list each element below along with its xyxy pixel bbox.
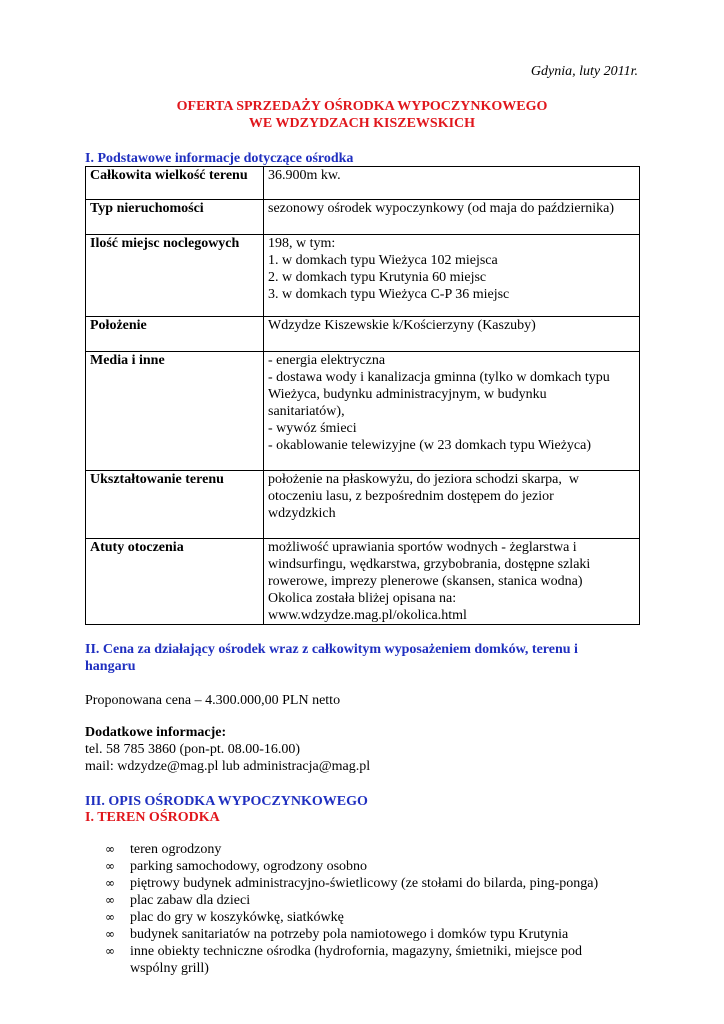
info-row-key: Atuty otoczenia — [86, 539, 264, 625]
info-row — [86, 235, 640, 317]
info-row-value-line: 2. w domkach typu Krutynia 60 miejsc — [268, 270, 487, 285]
info-row — [86, 167, 640, 200]
phone-text: tel. 58 785 3860 (pon-pt. 08.00-16.00) — [85, 742, 301, 757]
document-title — [0, 98, 724, 132]
info-row-key: Ilość miejsc noclegowych — [86, 235, 264, 317]
info-row-value-line: - okablowanie telewizyjne (w 23 domkach typu Wieżyca) — [268, 438, 592, 453]
info-row-value-line: Okolica została bliżej opisana na: — [268, 591, 457, 606]
extra-info-heading: Dodatkowe informacje: — [85, 725, 227, 740]
info-row-value-line: sanitariatów), — [268, 404, 345, 419]
info-row-key: Całkowita wielkość terenu — [86, 167, 264, 200]
info-row-value — [264, 539, 640, 625]
info-row — [86, 471, 640, 539]
info-row-value-line: - energia elektryczna — [268, 353, 386, 368]
info-row-value-line: - dostawa wody i kanalizacja gminna (tylko w domkach typu — [268, 370, 610, 385]
list-item-text: wspólny grill) — [130, 961, 209, 976]
infinity-bullet-icon: ∞ — [105, 842, 115, 856]
list-item — [85, 841, 645, 858]
list-item — [85, 858, 645, 875]
list-item-text: parking samochodowy, ogrodzony osobno — [130, 859, 368, 874]
section-1-heading: I. Podstawowe informacje dotyczące ośrodka — [85, 151, 354, 166]
info-row-value-line: otoczeniu lasu, z bezpośrednim dostępem do jezior — [268, 489, 554, 504]
list-item-text: teren ogrodzony — [130, 842, 222, 857]
price-text: Proponowana cena – 4.300.000,00 PLN netto — [85, 693, 341, 708]
list-item — [85, 875, 645, 892]
infinity-bullet-icon: ∞ — [105, 876, 115, 890]
info-row-value-line: Wdzydze Kiszewskie k/Kościerzyny (Kaszuby) — [268, 318, 536, 333]
mail-text: mail: wdzydze@mag.pl lub administracja@mag.pl — [85, 759, 371, 774]
info-row — [86, 200, 640, 235]
info-row — [86, 317, 640, 352]
section-2-heading — [85, 641, 578, 675]
list-item-text: plac zabaw dla dzieci — [130, 893, 251, 908]
info-row-value-line: 198, w tym: — [268, 236, 336, 251]
info-row-key: Typ nieruchomości — [86, 200, 264, 235]
info-table — [85, 166, 640, 625]
info-row-value-line: windsurfingu, wędkarstwa, grzybobrania, dostępne szlaki — [268, 557, 591, 572]
info-row-value-line: położenie na płaskowyżu, do jeziora schodzi skarpa, w — [268, 472, 580, 487]
list-item-text: inne obiekty techniczne ośrodka (hydrofornia, magazyny, śmietniki, miejsce pod — [130, 944, 583, 959]
document-date: Gdynia, luty 2011r. — [530, 64, 638, 79]
info-row-value-line: - wywóz śmieci — [268, 421, 357, 436]
info-row-value-line: 1. w domkach typu Wieżyca 102 miejsca — [268, 253, 498, 268]
info-row-value — [264, 235, 640, 317]
section-2-heading-line-1: II. Cena za działający ośrodek wraz z całkowitym wyposażeniem domków, terenu i — [85, 642, 578, 657]
infinity-bullet-icon: ∞ — [105, 927, 115, 941]
info-row-value-line: sezonowy ośrodek wypoczynkowy (od maja do października) — [268, 201, 615, 216]
info-row-key: Media i inne — [86, 352, 264, 471]
section-2-heading-line-2: hangaru — [85, 659, 136, 674]
infinity-bullet-icon: ∞ — [105, 859, 115, 873]
list-item — [85, 943, 645, 977]
list-item-text: budynek sanitariatów na potrzeby pola namiotowego i domków typu Krutynia — [130, 927, 569, 942]
title-line-1: OFERTA SPRZEDAŻY OŚRODKA WYPOCZYNKOWEGO — [176, 99, 548, 114]
list-item — [85, 926, 645, 943]
info-row-value — [264, 200, 640, 235]
section-3-subheading: I. TEREN OŚRODKA — [85, 810, 220, 825]
info-row — [86, 539, 640, 625]
info-row-value-line: możliwość uprawiania sportów wodnych - żeglarstwa i — [268, 540, 577, 555]
info-row-key: Ukształtowanie terenu — [86, 471, 264, 539]
info-row-value-line: wdzydzkich — [268, 506, 336, 521]
infinity-bullet-icon: ∞ — [105, 910, 115, 924]
info-row-value-line: Wieżyca, budynku administracyjnym, w budynku — [268, 387, 547, 402]
info-row — [86, 352, 640, 471]
list-item-text: piętrowy budynek administracyjno-świetlicowy (ze stołami do bilarda, ping-ponga) — [130, 876, 599, 891]
list-item — [85, 892, 645, 909]
infinity-bullet-icon: ∞ — [105, 944, 115, 958]
infinity-bullet-icon: ∞ — [105, 893, 115, 907]
list-item — [85, 909, 645, 926]
info-row-value-line: rowerowe, imprezy plenerowe (skansen, stanica wodna) — [268, 574, 583, 589]
info-row-value — [264, 471, 640, 539]
facility-list — [85, 841, 645, 977]
list-item-text: plac do gry w koszykówkę, siatkówkę — [130, 910, 344, 925]
title-line-2: WE WDZYDZACH KISZEWSKICH — [248, 116, 476, 131]
info-row-key: Położenie — [86, 317, 264, 352]
info-row-value-line: www.wdzydze.mag.pl/okolica.html — [268, 608, 467, 623]
section-3-heading: III. OPIS OŚRODKA WYPOCZYNKOWEGO — [85, 794, 368, 809]
info-row-value-line: 3. w domkach typu Wieżyca C-P 36 miejsc — [268, 287, 510, 302]
info-row-value — [264, 352, 640, 471]
info-row-value — [264, 167, 640, 200]
extra-info — [85, 724, 370, 775]
info-row-value — [264, 317, 640, 352]
info-row-value-line: 36.900m kw. — [268, 168, 341, 183]
